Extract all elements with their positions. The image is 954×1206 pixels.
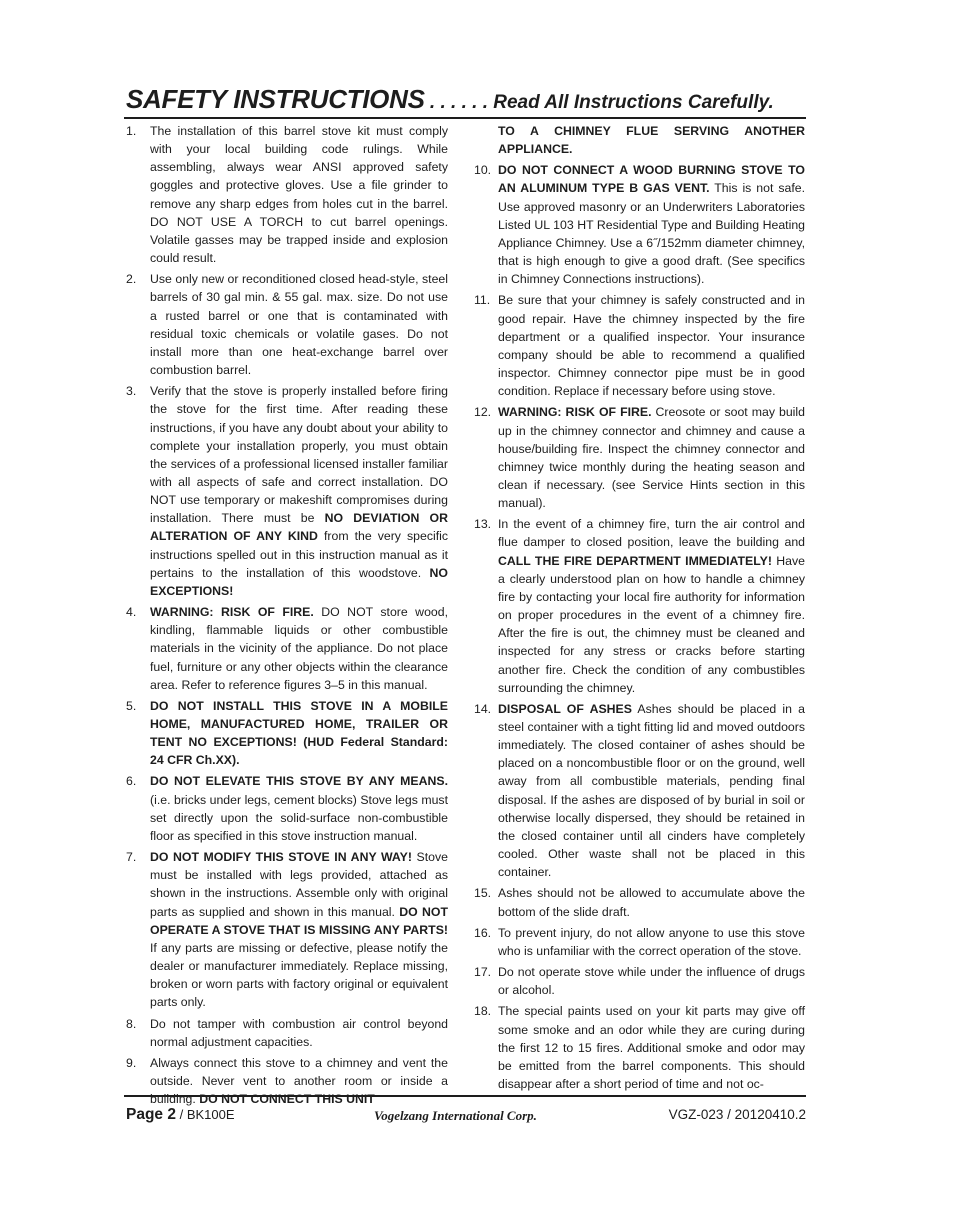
item-number: 15. (474, 886, 492, 901)
item-text (150, 382, 448, 600)
page-number: Page 2 (126, 1106, 176, 1123)
title-dots: . . . . . . (424, 92, 494, 113)
item-text-run: Use only new or reconditioned closed head-style, steel barrels of 30 gal min. & 55 gal. max. size. Do not use a rusted barrel or one that is contaminated with residual toxic chemicals or volatile gases. Do not install more than one heat-exchange barrel over combustion barrel. (150, 272, 448, 378)
item-text-bold: WARNING: RISK OF FIRE. (150, 605, 314, 620)
instruction-item (474, 924, 805, 960)
item-text-bold: DO NOT CONNECT THIS UNIT (199, 1092, 375, 1107)
company-name: Vogelzang International Corp. (374, 1108, 537, 1123)
item-number: 11. (474, 293, 491, 308)
item-text (150, 603, 448, 694)
item-number: 5. (126, 698, 137, 713)
item-text-bold: DO NOT INSTALL THIS STOVE IN A MOBILE HOME, MANUFACTURED HOME, TRAILER OR TENT NO EXCEPTIONS! (HUD Federal Standard: 24 CFR Ch.XX). (150, 698, 448, 768)
item-number: 3. (126, 384, 137, 399)
title-subtitle: Read All Instructions Carefully. (493, 92, 774, 113)
item-text-bold: WARNING: RISK OF FIRE. (498, 405, 652, 420)
item-text (498, 700, 805, 882)
item-text (498, 1002, 805, 1093)
item-text-run: To prevent injury, do not allow anyone to use this stove who is unfamiliar with the correct operation of the stove. (498, 925, 805, 958)
item-text-bold: NO DEVIATION OR ALTERATION OF ANY KIND (150, 511, 448, 544)
footer-left (126, 1106, 235, 1124)
model-number: / BK100E (175, 1107, 235, 1122)
instruction-item (474, 700, 805, 882)
item-text-run: If any parts are missing or defective, please notify the dealer or manufacturer immediately. Replace missing, broken or worn parts with factory original or equivalent parts only. (150, 940, 448, 1010)
footer-rule (124, 1095, 806, 1097)
item-text-run: The special paints used on your kit parts may give off some smoke and an odor while they are curing during the first 12 to 15 fires. Additional smoke and odor may be emitted from the barrel components. This should disappear after a short period of time and not oc- (498, 1004, 805, 1091)
item-number: 16. (474, 925, 492, 940)
left-column (126, 122, 448, 1111)
item-number: 8. (126, 1016, 137, 1031)
right-column (474, 122, 805, 1096)
instruction-item (474, 291, 805, 400)
item-text-run: Stove must be installed with legs provided, attached as shown in the instructions. Assemble only with original parts as supplied and shown in this manual. (150, 850, 448, 919)
item-number: 6. (126, 774, 137, 789)
instruction-item (126, 772, 448, 845)
item-number: 13. (474, 517, 492, 532)
item-text-bold: CALL THE FIRE DEPARTMENT IMMEDIATELY! (498, 553, 772, 568)
item-number: 2. (126, 272, 137, 287)
item-text-run: Be sure that your chimney is safely constructed and in good repair. Have the chimney inspected by the fire department or a qualified inspector. Your insurance company should be able to recommend a qualified inspector. Chimney connector pipe must be in good condition. Replace if necessary before using stove. (498, 293, 805, 399)
instruction-item (474, 515, 805, 697)
item-text (150, 848, 448, 1011)
item-number: 7. (126, 850, 137, 865)
instruction-item (474, 161, 805, 288)
item-text (498, 291, 805, 400)
item-text (150, 697, 448, 770)
item-number: 17. (474, 965, 492, 980)
item-text (498, 884, 805, 920)
item-text (150, 1054, 448, 1108)
item-text (498, 924, 805, 960)
item-text-run: Have a clearly understood plan on how to handle a chimney fire by contacting your local fire authority for information on proper procedures in the event of a chimney fire. After the fire is out, the chimney must be cleaned and inspected for any stress or cracks before starting another fire. Check the condition of any combustibles surrounding the chimney. (498, 553, 806, 695)
page-footer (126, 1106, 806, 1130)
item-text-run: (i.e. bricks under legs, cement blocks) Stove legs must set directly upon the solid-surface non-combustible floor as specified in this stove instruction manual. (150, 792, 448, 843)
instruction-item (126, 1015, 448, 1051)
header-rule (124, 117, 806, 119)
item-text-bold: DO NOT OPERATE A STOVE THAT IS MISSING ANY PARTS! (150, 904, 448, 937)
item-text (150, 772, 448, 845)
item-text-bold: DISPOSAL OF ASHES (498, 701, 632, 716)
item-text-bold: DO NOT ELEVATE THIS STOVE BY ANY MEANS. (150, 774, 448, 789)
item-9-continuation (474, 122, 805, 158)
item-text (150, 122, 448, 267)
item-number: 9. (126, 1055, 137, 1070)
instruction-item (474, 884, 805, 920)
item-text (150, 1015, 448, 1051)
instruction-item (126, 270, 448, 379)
item-text-run: Ashes should not be allowed to accumulate above the bottom of the slide draft. (498, 886, 805, 919)
instruction-item (126, 697, 448, 770)
instruction-item (126, 122, 448, 267)
item-text-run: Verify that the stove is properly installed before firing the stove for the first time. After reading these instructions, if you have any doubt about your ability to complete your installation properly, you must obtain the services of a professional licensed installer familiar with all aspects of safe and correct installation. DO NOT use temporary or makeshift compromises during installation. There must be (150, 384, 448, 526)
item-text (498, 963, 805, 999)
item-text-bold: NO EXCEPTIONS! (150, 565, 448, 598)
item-text (150, 270, 448, 379)
document-id: VGZ-023 / 20120410.2 (668, 1107, 806, 1122)
instruction-item (126, 382, 448, 600)
item-number: 1. (126, 124, 137, 138)
item-text (498, 515, 805, 697)
item-number: 18. (474, 1004, 492, 1019)
item-text-run: Creosote or soot may build up in the chimney connector and chimney and cause a house/building fire. Inspect the chimney connector and chimney twice monthly during the heating season and clean if necessary. (see Service Hints section in this manual). (498, 405, 805, 511)
item-text (498, 403, 805, 512)
item-number: 4. (126, 605, 137, 620)
item-9-continuation-text: TO A CHIMNEY FLUE SERVING ANOTHER APPLIANCE. (498, 124, 805, 157)
item-text-bold: DO NOT CONNECT A WOOD BURNING STOVE TO AN ALUMINUM TYPE B GAS VENT. (498, 163, 805, 196)
instruction-item (474, 1002, 805, 1093)
item-text-run: In the event of a chimney fire, turn the air control and flue damper to closed position, leave the building and (498, 517, 805, 550)
instruction-item (474, 963, 805, 999)
item-number: 12. (474, 405, 492, 420)
item-text-run: Ashes should be placed in a steel container with a tight fitting lid and moved outdoors immediately. The closed container of ashes should be placed on a noncombustible floor or on the ground, well away from all combustible materials, pending final disposal. If the ashes are disposed of by burial in soil or otherwise locally dispersed, they should be retained in the closed container until all cinders have completely cooled. Other waste shall not be placed in this container. (498, 701, 805, 880)
item-text-run: The installation of this barrel stove kit must comply with your local building code rulings. While assembling, always wear ANSI approved safety goggles and protective gloves. Use a file grinder to remove any sharp edges from holes cut in the barrel. DO NOT USE A TORCH to cut barrel openings. Volatile gasses may be trapped inside and explosion could result. (150, 124, 448, 266)
page-title (126, 84, 806, 115)
item-text-run: This is not safe. Use approved masonry or an Underwriters Laboratories Listed UL 103 HT Residential Type and Building Heating Appliance Chimney. Use a 6˝/152mm diameter chimney, that is high enough to give a good draft. (See specifics in Chimney Connections instructions). (498, 181, 805, 287)
item-text-run: from the very specific instructions spelled out in this instruction manual as it pertains to the installation of this woodstove. (150, 529, 448, 580)
item-text-run: Always connect this stove to a chimney and vent the outside. Never vent to another room or inside a building. (150, 1055, 448, 1107)
instruction-item (126, 603, 448, 694)
item-text-bold: DO NOT MODIFY THIS STOVE IN ANY WAY! (150, 850, 412, 865)
instruction-item (126, 848, 448, 1011)
item-number: 10. (474, 163, 492, 178)
item-text-run: Do not tamper with combustion air control beyond normal adjustment capacities. (150, 1016, 448, 1049)
instruction-item (126, 1054, 448, 1108)
item-text (498, 161, 805, 288)
item-number: 14. (474, 701, 492, 716)
item-text-run: DO NOT store wood, kindling, flammable liquids or other combustible materials in the vicinity of the appliance. Do not place fuel, furniture or any other objects within the clearance area. Refer to reference figures 3–5 in this manual. (150, 605, 448, 692)
item-text-run: Do not operate stove while under the influence of drugs or alcohol. (498, 965, 805, 998)
instruction-item (474, 403, 805, 512)
title-main: SAFETY INSTRUCTIONS (126, 84, 425, 114)
